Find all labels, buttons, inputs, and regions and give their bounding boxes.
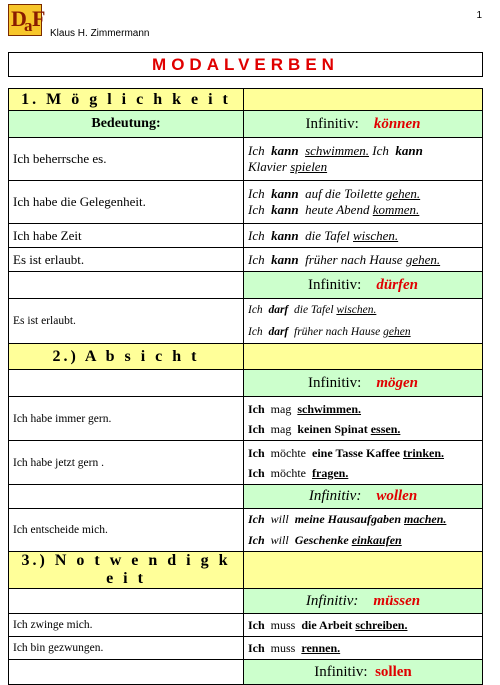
infinitive-header: Infinitiv: müssen xyxy=(244,589,483,614)
example-cell: Ich möchte eine Tasse Kaffee trinken. Ich möchte fragen. xyxy=(244,441,483,485)
meaning-cell: Ich habe jetzt gern . xyxy=(9,441,244,485)
example-cell: Ich kann früher nach Hause gehen. xyxy=(244,248,483,272)
meaning-header: Bedeutung: xyxy=(9,111,244,138)
section-header-notwendigkeit xyxy=(9,552,483,589)
section-heading: 1. M ö g l i c h k e i t xyxy=(9,89,244,111)
table-row xyxy=(9,138,483,181)
infinitive-header: Infinitiv: sollen xyxy=(244,660,483,685)
page-title: MODALVERBEN xyxy=(8,52,483,77)
page-number: 1 xyxy=(476,10,482,21)
example-cell: Ich muss rennen. xyxy=(244,637,483,660)
author-name: Klaus H. Zimmermann xyxy=(50,28,150,39)
verb-moegen: mögen xyxy=(376,374,418,391)
table-row xyxy=(9,637,483,660)
example-cell: Ich kann die Tafel wischen. xyxy=(244,224,483,248)
verb-sollen: sollen xyxy=(375,663,412,680)
table-row xyxy=(9,299,483,344)
section-header-absicht xyxy=(9,344,483,370)
example-cell: Ich will meine Hausaufgaben machen. Ich will Geschenke einkaufen xyxy=(244,509,483,552)
example-cell: Ich darf die Tafel wischen. Ich darf früher nach Hause gehen xyxy=(244,299,483,344)
meaning-cell: Ich habe die Gelegenheit. xyxy=(9,181,244,224)
example-cell: Ich mag schwimmen. Ich mag keinen Spinat essen. xyxy=(244,397,483,441)
verb-duerfen: dürfen xyxy=(376,276,418,293)
verb-muessen: müssen xyxy=(373,592,421,609)
logo-letter-f: F xyxy=(32,6,46,31)
meaning-cell: Ich bin gezwungen. xyxy=(9,637,244,660)
verb-wollen: wollen xyxy=(376,488,418,504)
infinitive-row-moegen xyxy=(9,370,483,397)
meaning-cell: Ich zwinge mich. xyxy=(9,614,244,637)
infinitive-header: Infinitiv: können xyxy=(244,111,483,138)
section-header-moeglichkeit xyxy=(9,89,483,111)
meaning-cell: Ich beherrsche es. xyxy=(9,138,244,181)
logo-letter-d: D xyxy=(11,6,27,31)
infinitive-row-sollen xyxy=(9,660,483,685)
section-heading: 2.) A b s i c h t xyxy=(9,344,244,370)
table-row xyxy=(9,441,483,485)
section-heading: 3.) N o t w e n d i g k e i t xyxy=(9,552,244,589)
meaning-cell: Es ist erlaubt. xyxy=(9,248,244,272)
meaning-cell: Es ist erlaubt. xyxy=(9,299,244,344)
table-row xyxy=(9,181,483,224)
infinitive-header: Infinitiv: dürfen xyxy=(244,272,483,299)
example-cell: Ich kann auf die Toilette gehen. Ich kann heute Abend kommen. xyxy=(244,181,483,224)
meaning-cell: Ich entscheide mich. xyxy=(9,509,244,552)
infinitive-row-duerfen xyxy=(9,272,483,299)
infinitive-header: Infinitiv: wollen xyxy=(244,485,483,509)
infinitive-row-wollen xyxy=(9,485,483,509)
example-cell: Ich muss die Arbeit schreiben. xyxy=(244,614,483,637)
infinitive-row-muessen xyxy=(9,589,483,614)
table-row xyxy=(9,614,483,637)
table-row xyxy=(9,509,483,552)
modalverben-table xyxy=(8,88,483,685)
meaning-cell: Ich habe Zeit xyxy=(9,224,244,248)
infinitive-header: Infinitiv: mögen xyxy=(244,370,483,397)
table-row xyxy=(9,248,483,272)
table-row xyxy=(9,397,483,441)
daf-logo xyxy=(8,4,46,36)
verb-koennen: können xyxy=(373,115,421,132)
meaning-cell: Ich habe immer gern. xyxy=(9,397,244,441)
example-cell: Ich kann schwimmen. Ich kann Klavier spielen xyxy=(244,138,483,181)
logo-letter-a: a xyxy=(24,16,33,35)
table-row xyxy=(9,224,483,248)
column-header-row xyxy=(9,111,483,138)
